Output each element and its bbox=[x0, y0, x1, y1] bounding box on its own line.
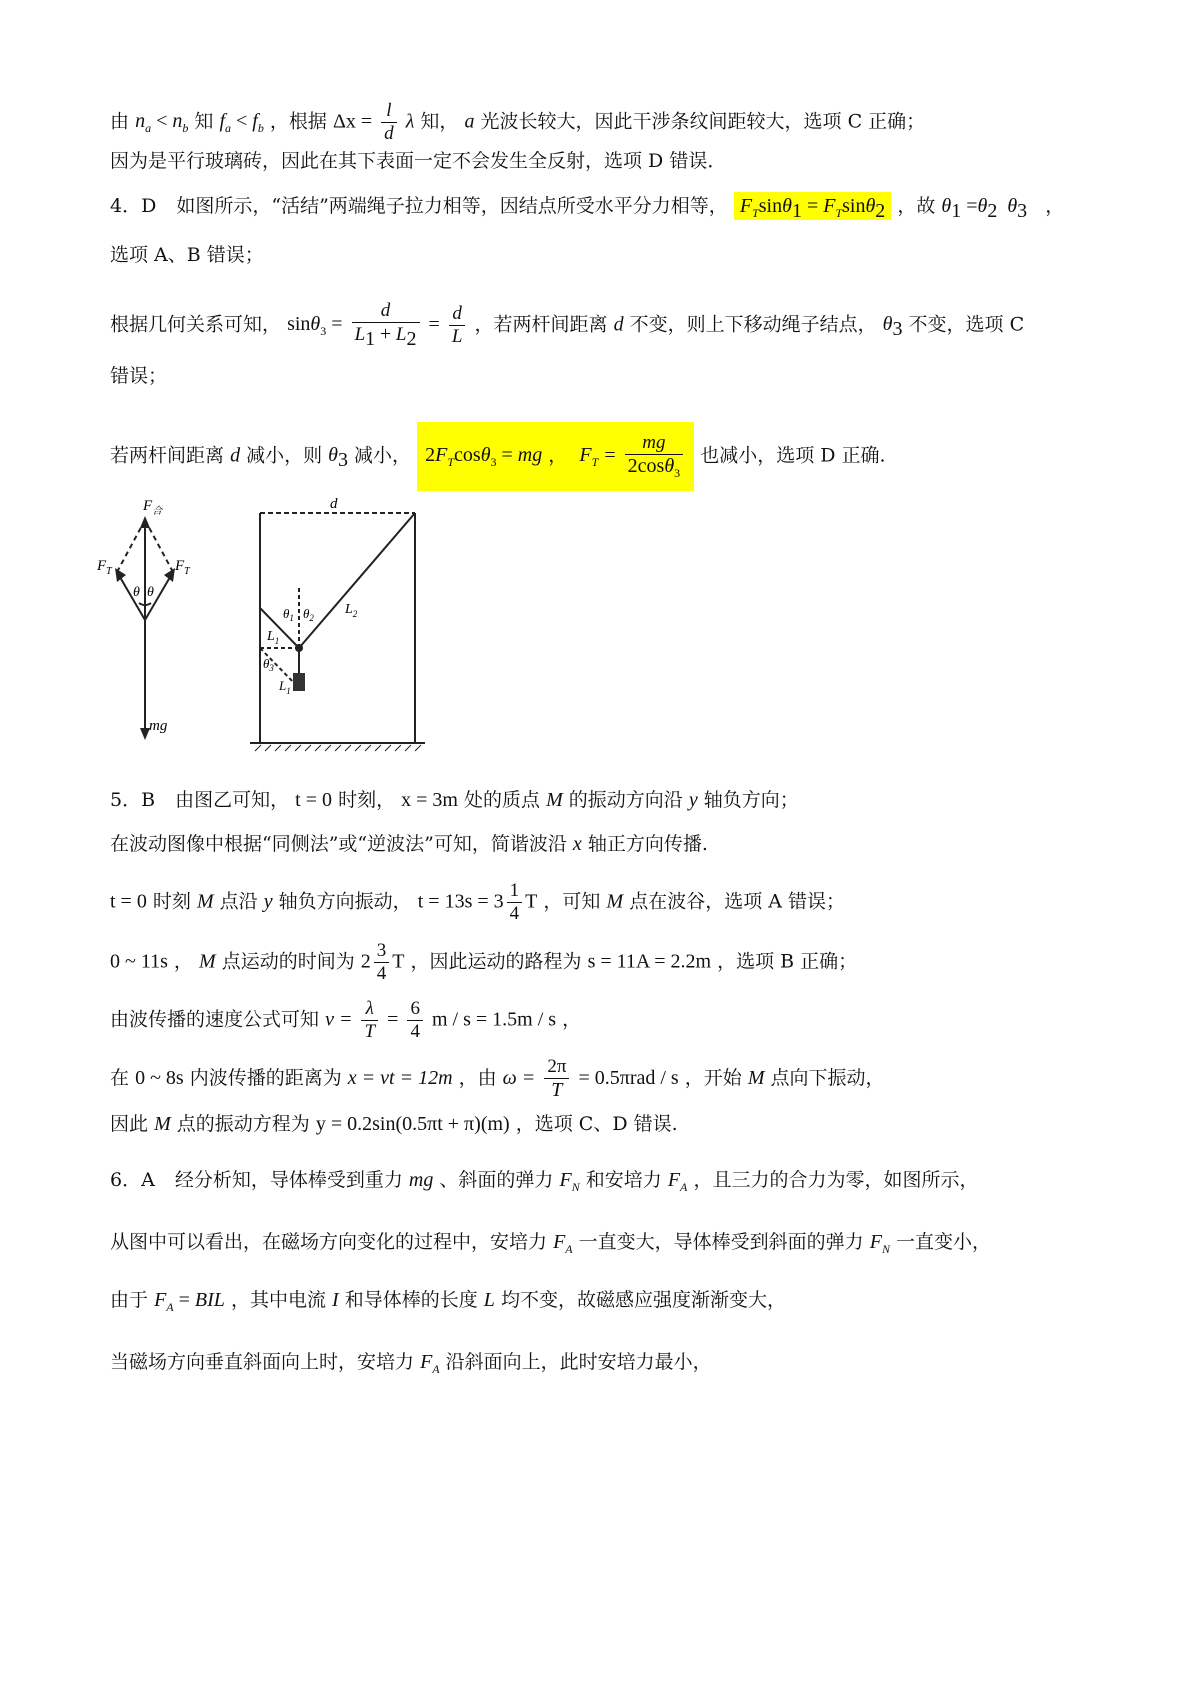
line-16 bbox=[110, 1232, 991, 1255]
text: 由于 bbox=[110, 1289, 149, 1311]
line-9 bbox=[110, 834, 708, 854]
text: ，其中电流 bbox=[230, 1289, 326, 1311]
text: 、斜面的弹力 bbox=[439, 1169, 554, 1191]
formula-range8: 0 ~ 8s bbox=[135, 1066, 184, 1089]
rope-pole-diagram bbox=[245, 488, 460, 758]
answer-label: 6．A bbox=[110, 1169, 155, 1191]
formula-x: x = vt = 12m bbox=[347, 1066, 453, 1089]
highlight-formula-ft: $2F_T\cos\theta_3$ = mg ， $F_T$ = $\frac{mg}{2\cos\theta_3}$ bbox=[417, 422, 694, 491]
label-ft-right: $F_T$ bbox=[175, 558, 190, 577]
text: 从图中可以看出，在磁场方向变化的过程中，安培力 bbox=[110, 1231, 548, 1253]
text: 一直变小， bbox=[896, 1231, 992, 1253]
symbol-y: y bbox=[688, 789, 698, 811]
label-theta-right: θ bbox=[147, 585, 154, 600]
symbol-FA: $F_A$ bbox=[553, 1231, 573, 1256]
text: 点的振动方程为 bbox=[176, 1113, 310, 1135]
text: ，开始 bbox=[684, 1066, 742, 1089]
label-L1: $L_1$ bbox=[267, 629, 280, 646]
label-L2: $L_2$ bbox=[345, 602, 358, 619]
line-7 bbox=[110, 422, 886, 491]
symbol-FN: $F_N$ bbox=[869, 1231, 890, 1256]
symbol-theta3: $\theta_3$ bbox=[882, 313, 903, 341]
text: 在波动图像中根据“同侧法”或“逆波法”可知，简谐波沿 bbox=[110, 833, 567, 855]
line-14 bbox=[110, 1114, 678, 1134]
text: 知 bbox=[194, 110, 214, 133]
text: 因此 bbox=[110, 1113, 149, 1135]
text: 点在波谷，选项 A 错误； bbox=[629, 890, 845, 913]
text: ，由 bbox=[458, 1066, 497, 1089]
text: 当磁场方向垂直斜面向上时，安培力 bbox=[110, 1351, 415, 1373]
text: 知， bbox=[420, 110, 459, 133]
formula-range11: 0 ~ 11s bbox=[110, 950, 168, 973]
formula-y: y = 0.2sin(0.5πt + π)(m) bbox=[315, 1113, 510, 1135]
label-theta1: $\theta_1$ bbox=[283, 606, 294, 623]
text: 沿斜面向上，此时安培力最小， bbox=[445, 1351, 712, 1373]
text: 点运动的时间为 bbox=[221, 950, 355, 973]
text: 时刻， bbox=[338, 789, 396, 811]
text: ，选项 C、D 错误. bbox=[515, 1113, 678, 1135]
formula-v: v = bbox=[325, 1008, 353, 1031]
symbol-M: M bbox=[198, 950, 216, 973]
knot bbox=[295, 644, 303, 652]
highlight-formula-tension: $F_T\sin\theta_1 = F_T\sin\theta_2$ bbox=[734, 192, 891, 220]
fraction-lambda-over-T: $\frac{\lambda}{T}$ bbox=[361, 998, 378, 1043]
text: 点沿 bbox=[219, 890, 258, 913]
formula-na-lt-nb: $n_a < n_b$ bbox=[135, 110, 189, 136]
text: 的振动方向沿 bbox=[568, 789, 683, 811]
formula-omega: ω = bbox=[502, 1066, 536, 1089]
symbol-M: M bbox=[606, 890, 624, 913]
symbol-x: x bbox=[572, 833, 582, 855]
text: 若两杆间距离 bbox=[110, 444, 225, 467]
line-1 bbox=[110, 100, 925, 145]
q5-line bbox=[110, 790, 799, 810]
answer-label: 5．B bbox=[110, 789, 156, 811]
formula-s: s = 11A = 2.2m bbox=[587, 950, 712, 973]
text: ，可知 bbox=[543, 890, 601, 913]
fraction-d-over-L: $\frac{d}{L}$ bbox=[449, 303, 466, 348]
symbol-FN: $F_N$ bbox=[559, 1169, 580, 1194]
line-18 bbox=[110, 1352, 712, 1375]
text: ， bbox=[173, 950, 193, 973]
q6-line bbox=[110, 1170, 978, 1193]
text: 因为是平行玻璃砖，因此在其下表面一定不会发生全反射，选项 D 错误． bbox=[110, 150, 727, 172]
fraction-3-4: $\frac{3}{4}$ bbox=[374, 940, 390, 985]
text: 和导体棒的长度 bbox=[344, 1289, 478, 1311]
symbol-I: I bbox=[332, 1289, 339, 1311]
text: 处的质点 bbox=[464, 789, 541, 811]
fraction-1-4: $\frac{1}{4}$ bbox=[507, 880, 523, 925]
symbol-lambda: λ bbox=[405, 110, 415, 133]
text: 轴负方向振动， bbox=[278, 890, 412, 913]
vector-force-diagram bbox=[95, 490, 205, 750]
formula-omega-result: = 0.5πrad / s bbox=[578, 1066, 679, 1089]
text: 减小， bbox=[354, 444, 412, 467]
hanging-weight bbox=[293, 673, 305, 691]
symbol-M: M bbox=[154, 1113, 171, 1135]
label-ft-left: $F_T$ bbox=[97, 558, 112, 577]
text: 减小，则 bbox=[246, 444, 323, 467]
text: 点向下振动， bbox=[770, 1066, 885, 1089]
symbol-M: M bbox=[196, 890, 214, 913]
label-theta-left: θ bbox=[133, 585, 140, 600]
text: 在 bbox=[110, 1066, 130, 1089]
fraction-l-over-d: $\frac{l}{d}$ bbox=[381, 100, 397, 145]
answer-label: 4．D bbox=[110, 195, 157, 217]
q4-line: 4．D 如图所示，“活结”两端绳子拉力相等，因结点所受水平分力相等， $F_T\sin\theta_1 = F_T\sin\theta_2$ ，故 $\theta_1 =\theta_2$ $\theta_3$ ， bbox=[110, 196, 1064, 221]
text: 也减小，选项 D 正确. bbox=[700, 444, 886, 467]
symbol-y: y bbox=[263, 890, 273, 913]
text: 如图所示，“活结”两端绳子拉力相等，因结点所受水平分力相等， bbox=[176, 195, 728, 217]
symbol-a: a bbox=[464, 110, 475, 133]
rope-L2 bbox=[299, 513, 415, 648]
line-5: 根据几何关系可知， sinθ$_3$ = $\frac{d}{L_1 + L_2}$ = $\frac{d}{L}$ ，若两杆间距离 d 不变，则上下移动绳子结点， $\theta_3$ 不变，选项 C bbox=[110, 300, 1025, 350]
text: 轴负方向； bbox=[703, 789, 799, 811]
label-L1-image: $L_1$ bbox=[279, 678, 291, 696]
line-11: 0 ~ 11s ， M 点运动的时间为 2 $\frac{3}{4}$ T ，因此运动的路程为 s = 11A = 2.2m ，选项 B 正确； bbox=[110, 940, 858, 984]
line-12: 由波传播的速度公式可知 v = $\frac{\lambda}{T}$ = $\frac{6}{4}$ m / s = 1.5m / s ， bbox=[110, 998, 582, 1042]
text: 由 bbox=[110, 110, 130, 133]
text: ，故 bbox=[897, 195, 936, 217]
text: 由波传播的速度公式可知 bbox=[110, 1008, 320, 1031]
line-4 bbox=[110, 246, 264, 265]
fraction-6-4: $\frac{6}{4}$ bbox=[407, 998, 423, 1043]
symbol-FA: $F_A$ bbox=[420, 1351, 440, 1376]
text: 错误； bbox=[110, 365, 168, 387]
formula-t13: t = 13s = 3 bbox=[417, 890, 504, 913]
text: ，选项 B 正确； bbox=[717, 950, 858, 973]
text: 根据几何关系可知， bbox=[110, 313, 282, 336]
symbol-FA: $F_A$ bbox=[667, 1169, 688, 1194]
text: 光波长较大，因此干涉条纹间距较大，选项 C 正确； bbox=[480, 110, 926, 133]
text: 经分析知，导体棒受到重力 bbox=[174, 1169, 403, 1191]
line-2 bbox=[110, 152, 726, 171]
fraction-d-over-L1L2: $\frac{d}{L_1 + L_2}$ bbox=[352, 300, 420, 351]
line-13 bbox=[110, 1056, 885, 1102]
formula-sin-theta3: sinθ$_3$ = bbox=[287, 313, 343, 339]
symbol-d: d bbox=[613, 313, 624, 336]
symbol-theta3: $\theta_3$ bbox=[328, 444, 348, 472]
formula-fa-lt-fb: $f_a < f_b$ bbox=[219, 110, 264, 136]
fraction-2pi-over-T: $\frac{2\pi}{T}$ bbox=[544, 1056, 569, 1102]
line-10: t = 0 时刻 M 点沿 y 轴负方向振动， t = 13s = 3 $\frac{1}{4}$ T ，可知 M 点在波谷，选项 A 错误； bbox=[110, 880, 845, 924]
text: 由图乙可知， bbox=[175, 789, 290, 811]
fraction-mg-over-2cos: $\frac{mg}{2\cos\theta_3}$ bbox=[625, 432, 684, 481]
symbol-L: L bbox=[483, 1289, 495, 1311]
formula-t0: t = 0 bbox=[295, 789, 333, 811]
label-f-he: $F_合$ bbox=[143, 498, 163, 517]
text: ，根据 bbox=[269, 110, 327, 133]
symbol-d: d bbox=[230, 444, 241, 467]
text: ， bbox=[562, 1008, 582, 1031]
formula-FA-BIL: $F_A$ = BIL bbox=[154, 1289, 225, 1314]
text: 和安培力 bbox=[585, 1169, 662, 1191]
text: ，且三力的合力为零，如图所示， bbox=[693, 1169, 979, 1191]
text: ，若两杆间距离 bbox=[474, 313, 608, 336]
label-mg: mg bbox=[149, 718, 168, 734]
text: 选项 A、B 错误； bbox=[110, 244, 264, 266]
text: 一直变大，导体棒受到斜面的弹力 bbox=[578, 1231, 864, 1253]
text: 内波传播的距离为 bbox=[189, 1066, 342, 1089]
symbol-mg: mg bbox=[408, 1169, 434, 1191]
text: 不变，则上下移动绳子结点， bbox=[629, 313, 877, 336]
formula-delta-x: Δx = bbox=[332, 110, 373, 133]
text: 均不变，故磁感应强度渐渐变大， bbox=[500, 1289, 786, 1311]
text: 轴正方向传播. bbox=[587, 833, 708, 855]
symbol-M: M bbox=[747, 1066, 765, 1089]
formula-theta-equal: $\theta_1 =\theta_2$ $\theta_3$ bbox=[941, 195, 1028, 222]
line-17 bbox=[110, 1290, 786, 1313]
formula-t0: t = 0 bbox=[110, 890, 147, 913]
line-6 bbox=[110, 367, 167, 386]
text: 时刻 bbox=[152, 890, 191, 913]
label-theta2: $\theta_2$ bbox=[303, 606, 314, 623]
text: ，因此运动的路程为 bbox=[410, 950, 582, 973]
label-theta3: $\theta_3$ bbox=[263, 656, 274, 673]
formula-x3m: x = 3m bbox=[401, 789, 458, 811]
label-d: d bbox=[330, 496, 338, 512]
symbol-M: M bbox=[546, 789, 563, 811]
arrow-head-fhe bbox=[140, 516, 150, 528]
formula-v-result: m / s = 1.5m / s bbox=[431, 1008, 557, 1031]
ft-left-vector bbox=[117, 572, 145, 620]
text: 不变，选项 C bbox=[908, 313, 1025, 336]
